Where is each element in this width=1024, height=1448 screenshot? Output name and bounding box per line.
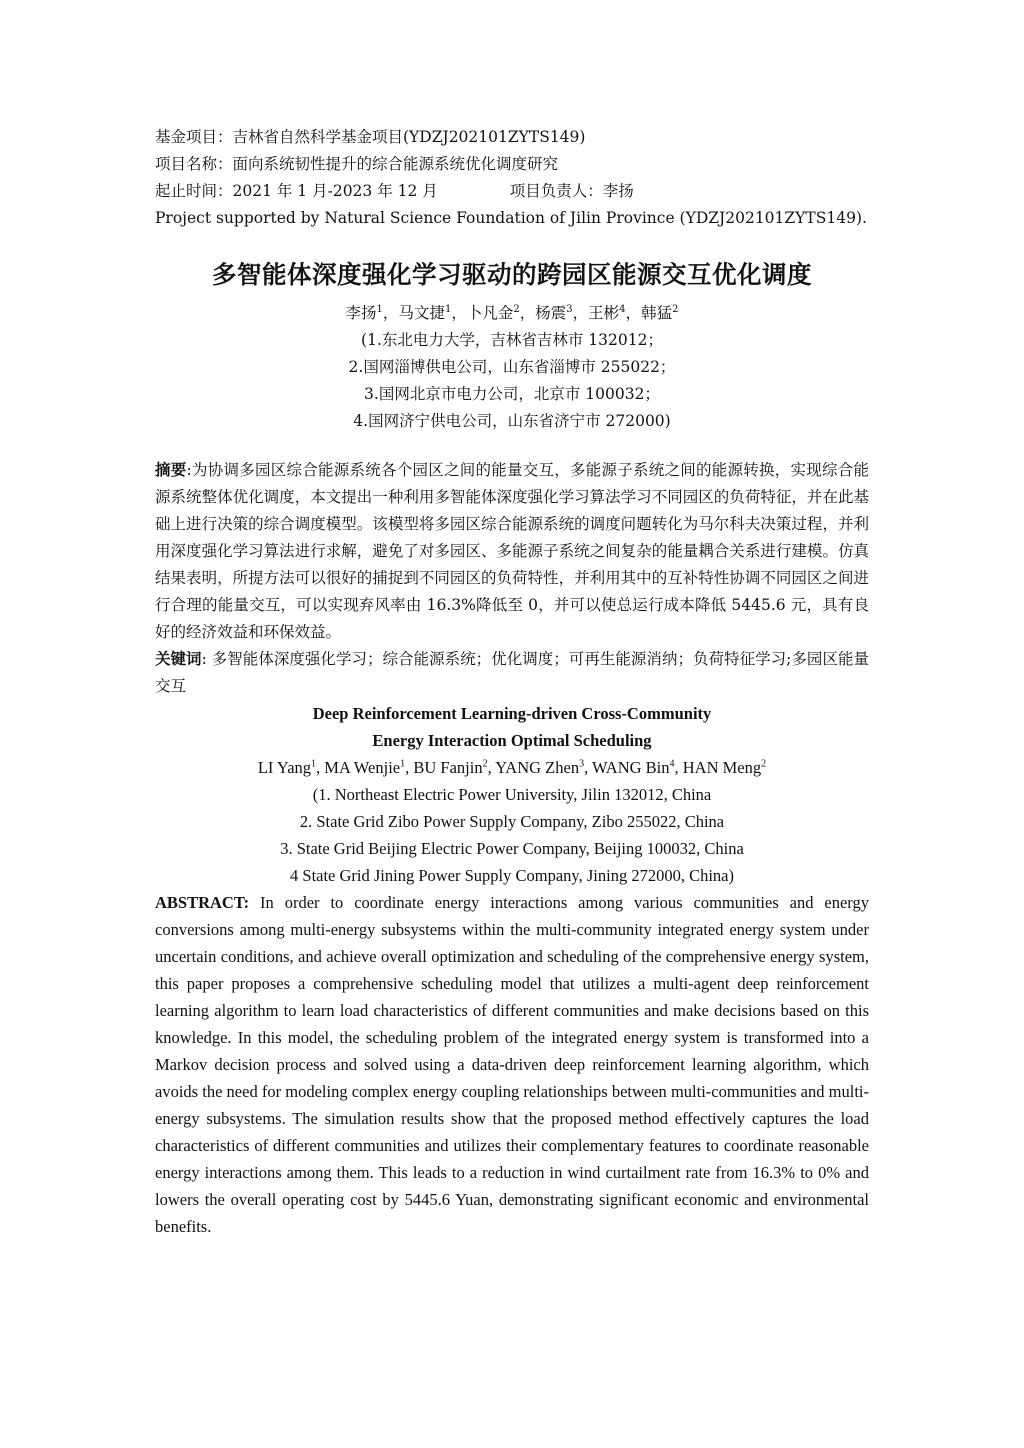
affiliation-cn: 3.国网北京市电力公司，北京市 100032； bbox=[364, 385, 660, 403]
funding-block bbox=[155, 124, 869, 232]
title-chinese: 多智能体深度强化学习驱动的跨园区能源交互优化调度 bbox=[212, 260, 812, 289]
paper-page bbox=[155, 124, 869, 1240]
affiliation-en: 3. State Grid Beijing Electric Power Company, Beijing 100032, China bbox=[280, 839, 744, 858]
affiliation-en: 4 State Grid Jining Power Supply Company, Jining 272000, China) bbox=[290, 866, 734, 885]
author-en: WANG Bin$^4$, bbox=[592, 758, 683, 777]
abstract-en-label: ABSTRACT: bbox=[155, 893, 250, 912]
funding-project: 基金项目：吉林省自然科学基金项目(YDZJ202101ZYTS149) bbox=[155, 128, 586, 146]
title-en-line: Energy Interaction Optimal Scheduling bbox=[372, 731, 652, 750]
author-cn: 杨震$^3$， bbox=[535, 303, 589, 322]
affiliation-cn: 4.国网济宁供电公司，山东省济宁市 272000) bbox=[353, 412, 671, 430]
funding-english: Project supported by Natural Science Foundation of Jilin Province (YDZJ202101ZYTS149). bbox=[155, 209, 867, 227]
keywords-cn-label: 关键词 bbox=[155, 650, 202, 668]
title-en-line: Deep Reinforcement Learning-driven Cross-Community bbox=[312, 704, 712, 723]
funding-leader: 项目负责人：李扬 bbox=[509, 182, 634, 200]
author-en: MA Wenjie$^1$, bbox=[324, 758, 414, 777]
affiliation-en: (1. Northeast Electric Power University, Jilin 132012, China bbox=[312, 785, 712, 804]
title-english bbox=[155, 700, 869, 754]
abstract-cn-label: 摘要 bbox=[155, 461, 187, 479]
funding-period: 起止时间：2021 年 1 月-2023 年 12 月 bbox=[155, 182, 438, 200]
abstract-en-text: In order to coordinate energy interactions among various communities and energy conversions among multi-energy subsystems within the multi-community integrated energy system under uncertain conditions, and achieve overall optimization and scheduling of the comprehensive energy system, this paper proposes a comprehensive scheduling model that utilizes a multi-agent deep reinforcement learning algorithm to learn load characteristics of different communities and make decisions based on this knowledge. In this model, the scheduling problem of the integrated energy system is transformed into a Markov decision process and solved using a data-driven deep reinforcement learning algorithm, which avoids the need for modeling complex energy coupling relationships between multi-communities and multi-energy subsystems. The simulation results show that the proposed method effectively captures the load characteristics of different communities and utilizes their complementary features to coordinate reasonable energy interactions among them. This leads to a reduction in wind curtailment rate from 16.3% to 0% and lowers the overall operating cost by 5445.6 Yuan, demonstrating significant economic and environmental benefits. bbox=[155, 893, 869, 1236]
author-en: YANG Zhen$^3$, bbox=[495, 758, 593, 777]
authors-english bbox=[155, 754, 869, 781]
author-cn: 王彬$^4$， bbox=[588, 303, 642, 322]
affiliation-cn: (1.东北电力大学，吉林省吉林市 132012； bbox=[361, 331, 663, 349]
affiliation-en: 2. State Grid Zibo Power Supply Company, Zibo 255022, China bbox=[299, 812, 725, 831]
author-en: LI Yang$^1$, bbox=[257, 758, 325, 777]
author-cn: 韩猛$^2$ bbox=[641, 303, 679, 322]
authors-chinese bbox=[155, 300, 869, 327]
author-en: HAN Meng$^2$ bbox=[682, 758, 767, 777]
author-cn: 马文捷$^1$， bbox=[398, 303, 467, 322]
author-cn: 卜凡金$^2$， bbox=[466, 303, 536, 322]
abstract-english bbox=[155, 889, 869, 1240]
author-en: BU Fanjin$^2$, bbox=[413, 758, 496, 777]
abstract-chinese bbox=[155, 457, 869, 646]
author-cn: 李扬$^1$， bbox=[345, 303, 399, 322]
abstract-cn-text: :为协调多园区综合能源系统各个园区之间的能量交互，多能源子系统之间的能源转换，实现综合能源系统整体优化调度，本文提出一种利用多智能体深度强化学习算法学习不同园区的负荷特征，并在此基础上进行决策的综合调度模型。该模型将多园区综合能源系统的调度问题转化为马尔科夫决策过程，并利用深度强化学习算法进行求解，避免了对多园区、多能源子系统之间复杂的能量耦合关系进行建模。仿真结果表明，所提方法可以很好的捕捉到不同园区的负荷特性，并利用其中的互补特性协调不同园区之间进行合理的能量交互，可以实现弃风率由 16.3%降低至 0，并可以使总运行成本降低 5445.6 元，具有良好的经济效益和环保效益。 bbox=[155, 461, 869, 641]
affiliations-chinese bbox=[155, 327, 869, 435]
keywords-chinese bbox=[155, 646, 869, 700]
affiliations-english bbox=[155, 781, 869, 889]
keywords-cn-text: : 多智能体深度强化学习；综合能源系统；优化调度；可再生能源消纳；负荷特征学习;多园区能量交互 bbox=[155, 650, 869, 695]
affiliation-cn: 2.国网淄博供电公司，山东省淄博市 255022； bbox=[348, 358, 676, 376]
funding-period-row bbox=[155, 178, 869, 205]
funding-project-name: 项目名称：面向系统韧性提升的综合能源系统优化调度研究 bbox=[155, 155, 559, 173]
